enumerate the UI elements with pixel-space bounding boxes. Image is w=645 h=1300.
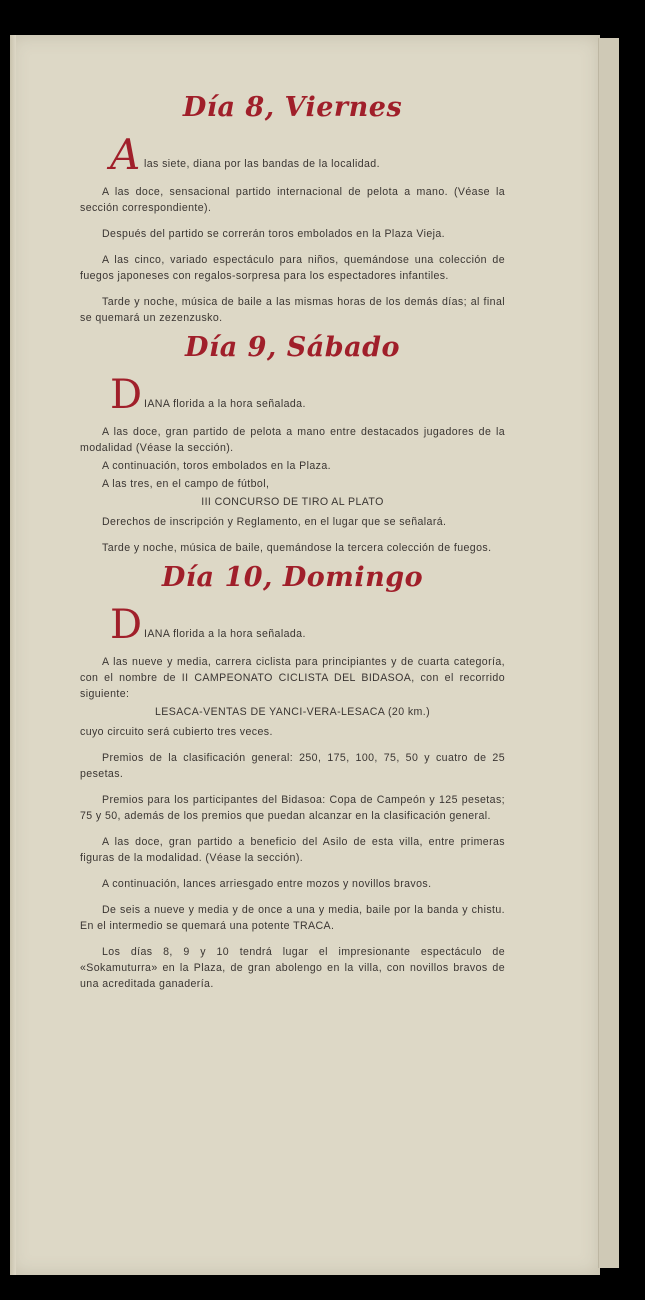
- paragraph: Derechos de inscripción y Reglamento, en el lugar que se señalará.: [102, 516, 447, 528]
- day-10-section: [80, 562, 505, 992]
- page-edge: [598, 38, 619, 1268]
- day-10-opening: [80, 602, 505, 648]
- paragraph: A las cinco, variado espectáculo para niños, quemándose una colección de fuegos japoneses con regalos-sorpresa para los espectadores infantiles.: [80, 254, 505, 282]
- paragraph: A las doce, gran partido de pelota a mano entre destacados jugadores de la modalidad (Véase la sección).: [80, 426, 505, 454]
- day-8-opening: [80, 130, 505, 179]
- opening-line: las siete, diana por las bandas de la localidad.: [144, 158, 380, 170]
- day-8-section: [80, 92, 505, 326]
- paragraph: Tarde y noche, música de baile, quemándose la tercera colección de fuegos.: [102, 542, 492, 554]
- contest-title: III CONCURSO DE TIRO AL PLATO: [201, 496, 384, 508]
- paragraph: Después del partido se correrán toros embolados en la Plaza Vieja.: [102, 228, 446, 240]
- paragraph: A las doce, gran partido a beneficio del Asilo de esta villa, entre primeras figuras de la modalidad. (Véase la sección).: [80, 836, 505, 864]
- day-8-title: Día 8, Viernes: [182, 92, 403, 123]
- day-9-section: [80, 332, 505, 556]
- day-10-title: Día 10, Domingo: [161, 562, 424, 593]
- opening-line: IANA florida a la hora señalada.: [144, 628, 306, 640]
- paragraph: Premios de la clasificación general: 250, 175, 100, 75, 50 y cuatro de 25 pesetas.: [80, 752, 505, 780]
- paragraph: A las tres, en el campo de fútbol,: [102, 478, 270, 490]
- page-fold: [10, 35, 16, 1275]
- program-content: [80, 92, 505, 1006]
- opening-line: IANA florida a la hora señalada.: [144, 398, 306, 410]
- drop-cap: D: [110, 372, 143, 418]
- paragraph: A las nueve y media, carrera ciclista para principiantes y de cuarta categoría, con el nombre de II CAMPEONATO CICLISTA DEL BIDASOA, con el recorrido siguiente:: [80, 656, 505, 700]
- paragraph: cuyo circuito será cubierto tres veces.: [80, 726, 273, 738]
- day-9-opening: [80, 372, 505, 418]
- day-9-title: Día 9, Sábado: [185, 332, 400, 363]
- race-route: LESACA-VENTAS DE YANCI-VERA-LESACA (20 km.): [154, 706, 431, 718]
- paragraph: A continuación, toros embolados en la Plaza.: [102, 460, 332, 472]
- paragraph: Los días 8, 9 y 10 tendrá lugar el impresionante espectáculo de «Sokamuturra» en la Plaza, de gran abolengo en la villa, con novillos bravos de una acreditada ganadería.: [80, 946, 505, 990]
- paragraph: De seis a nueve y media y de once a una y media, baile por la banda y chistu. En el intermedio se quemará una potente TRACA.: [80, 904, 505, 932]
- drop-cap: A: [110, 130, 141, 179]
- drop-cap: D: [110, 602, 143, 648]
- paragraph: Tarde y noche, música de baile a las mismas horas de los demás días; al final se quemará un zezenzusko.: [80, 296, 505, 324]
- paragraph: Premios para los participantes del Bidasoa: Copa de Campeón y 125 pesetas; 75 y 50, además de los premios que puedan alcanzar en la clasificación general.: [80, 794, 505, 822]
- paragraph: A las doce, sensacional partido internacional de pelota a mano. (Véase la sección correspondiente).: [80, 186, 505, 214]
- paragraph: A continuación, lances arriesgado entre mozos y novillos bravos.: [102, 878, 432, 890]
